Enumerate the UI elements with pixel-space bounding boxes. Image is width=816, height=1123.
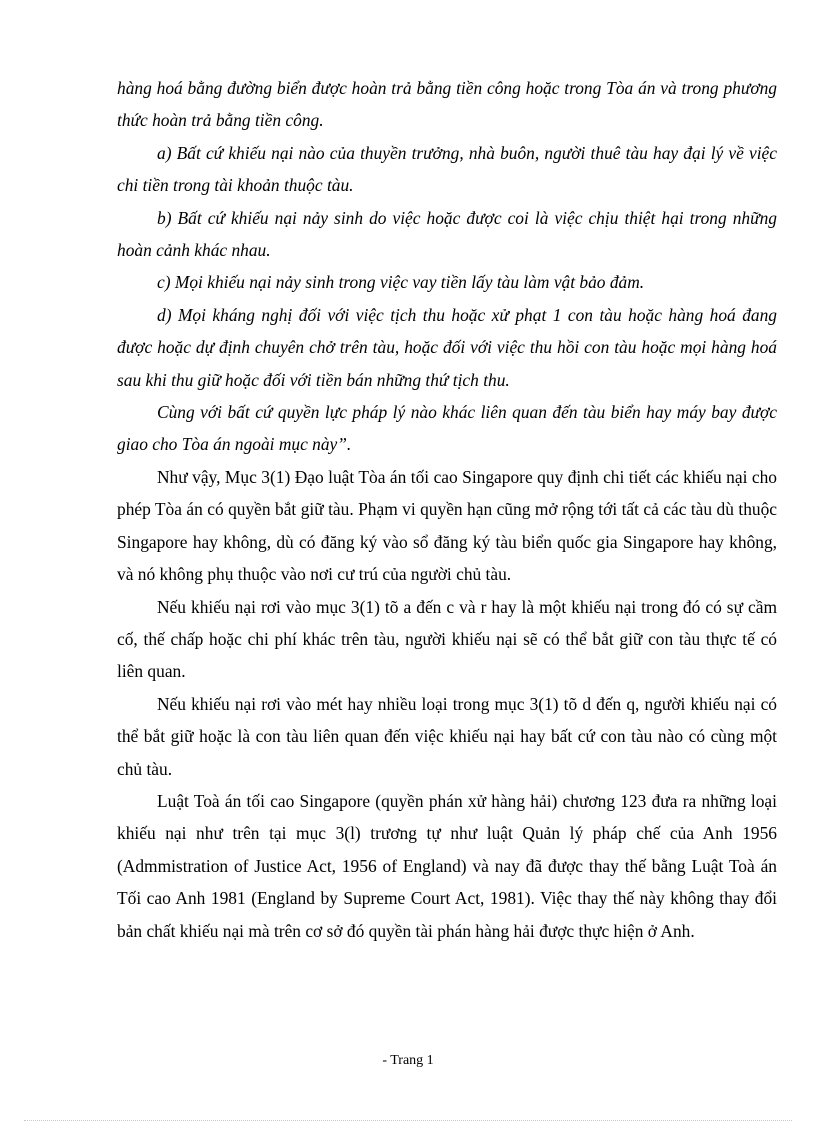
page-content: [117, 72, 777, 947]
italic-paragraph-item-c: c) Mọi khiếu nại nảy sinh trong việc vay tiền lấy tàu làm vật bảo đảm.: [157, 272, 645, 293]
page-bottom-divider: [24, 1120, 792, 1121]
italic-paragraph-item-d: d) Mọi kháng nghị đối với việc tịch thu hoặc xử phạt 1 con tàu hoặc hàng hoá đang được hoặc dự định chuyên chở trên tàu, hoặc đối với việc thu hồi con tàu hoặc mọi hàng hoá sau khi thu giữ hoặc đối với tiền bán những thứ tịch thu.: [117, 304, 777, 390]
body-paragraph: Như vậy, Mục 3(1) Đạo luật Tòa án tối cao Singapore quy định chi tiết các khiếu nại cho phép Tòa án có quyền bắt giữ tàu. Phạm vi quyền hạn cũng mở rộng tới tất cả các tàu dù thuộc Singapore hay không, dù có đăng ký vào sổ đăng ký tàu biển quốc gia Singapore hay không, và nó không phụ thuộc vào nơi cư trú của người chủ tàu.: [117, 466, 777, 585]
body-paragraph: Nếu khiếu nại rơi vào mục 3(1) tõ a đến c và r hay là một khiếu nại trong đó có sự cầm cố, thế chấp hoặc chi phí khác trên tàu, người khiếu nại sẽ có thể bắt giữ con tàu thực tế có liên quan.: [117, 596, 777, 682]
italic-paragraph-item-b: b) Bất cứ khiếu nại nảy sinh do việc hoặc được coi là việc chịu thiệt hại trong những hoàn cảnh khác nhau.: [117, 207, 777, 261]
italic-paragraph-continuation: hàng hoá bằng đường biển được hoàn trả bằng tiền công hoặc trong Tòa án và trong phương thức hoàn trả bằng tiền công.: [117, 78, 777, 131]
body-paragraph: Nếu khiếu nại rơi vào mét hay nhiều loại trong mục 3(1) tõ d đến q, người khiếu nại có thể bắt giữ hoặc là con tàu liên quan đến việc khiếu nại hay bất cứ con tàu nào có cùng một chủ tàu.: [117, 693, 777, 779]
body-paragraph: Luật Toà án tối cao Singapore (quyền phán xử hàng hải) chương 123 đưa ra những loại khiếu nại như trên tại mục 3(l) trương tự như luật Quản lý pháp chế của Anh 1956 (Admmistration of Justice Act, 1956 of England) và nay đã được thay thế bằng Luật Toà án Tối cao Anh 1981 (England by Supreme Court Act, 1981). Việc thay thế này không thay đổi bản chất khiếu nại mà trên cơ sở đó quyền tài phán hàng hải được thực hiện ở Anh.: [117, 790, 777, 941]
italic-paragraph-item-a: a) Bất cứ khiếu nại nào của thuyền trưởng, nhà buôn, người thuê tàu hay đại lý về việc chi tiền trong tài khoản thuộc tàu.: [117, 142, 777, 196]
italic-paragraph-closing: Cùng với bất cứ quyền lực pháp lý nào khác liên quan đến tàu biển hay máy bay được giao cho Tòa án ngoài mục này”.: [117, 402, 777, 455]
page-footer: - Trang 1: [382, 1053, 434, 1068]
